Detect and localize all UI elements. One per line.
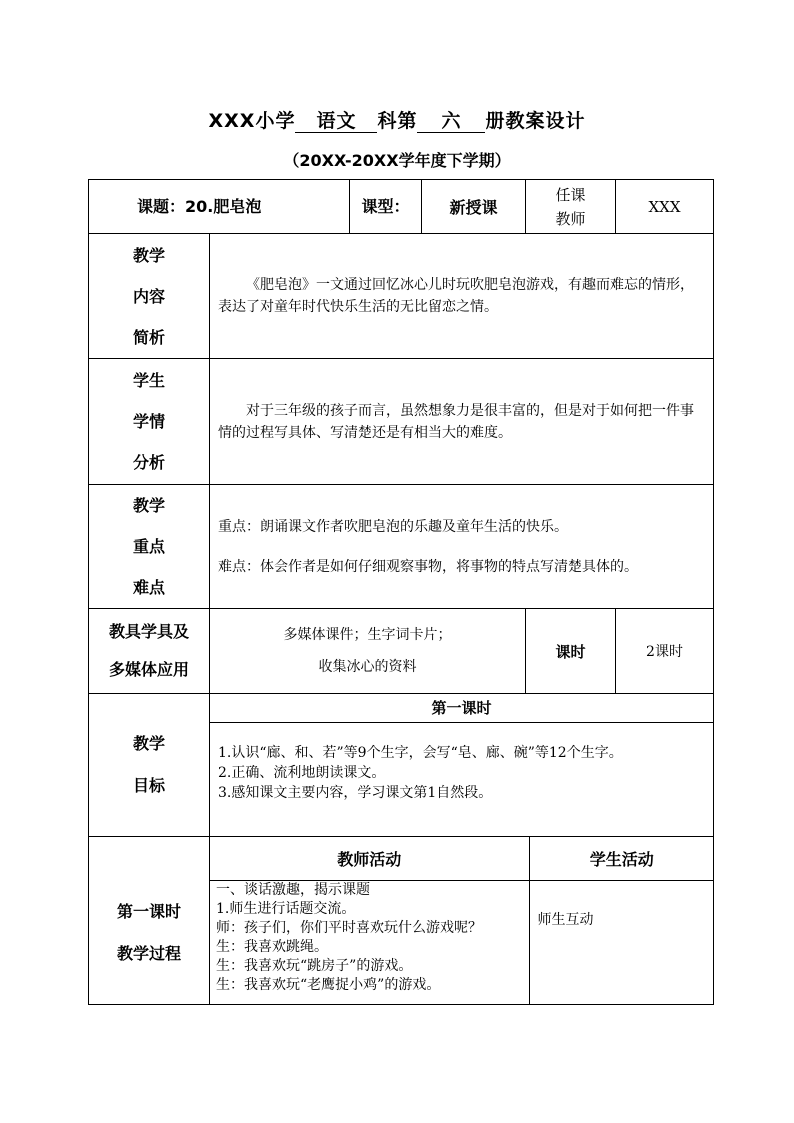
- teacher-value: XXX: [616, 180, 714, 234]
- difficulty-text: 难点：体会作者是如何仔细观察事物，将事物的特点写清楚具体的。: [218, 558, 638, 575]
- teacher-label-1: 任课: [555, 185, 586, 204]
- process-inner: [210, 837, 714, 1004]
- topic-label: 课题：: [137, 196, 186, 216]
- key-points-row: [89, 485, 714, 609]
- key-points-label: 教学 重点 难点: [89, 485, 210, 609]
- topic-value: 20.肥皂泡: [185, 196, 262, 216]
- media-items: 多媒体课件；生字词卡片； 收集冰心的资料: [210, 609, 526, 694]
- objectives-list: [210, 722, 713, 836]
- title-volume: 六: [417, 110, 485, 133]
- teacher-label-2: 教师: [555, 209, 586, 228]
- teacher-line: 生：我喜欢玩“跳房子”的游戏。: [216, 957, 413, 974]
- objective-item: 3.感知课文主要内容，学习课文第1自然段。: [218, 784, 493, 801]
- student-analysis-row: [89, 359, 714, 485]
- student-activity-header: 学生活动: [529, 837, 714, 880]
- content-summary-row: [89, 234, 714, 359]
- title-school: XXX小学: [208, 110, 296, 132]
- teacher-line: 生：我喜欢跳绳。: [216, 938, 328, 955]
- page-title: [0, 106, 794, 133]
- process-label: 第一课时 教学过程: [89, 837, 210, 1005]
- lesson-plan-table: [88, 179, 714, 1005]
- objectives-label: 教学 目标: [89, 694, 210, 837]
- objective-item: 2.正确、流利地朗读课文。: [218, 764, 386, 781]
- teacher-activity-list: [210, 880, 529, 1004]
- key-point-text: 重点：朗诵课文作者吹肥皂泡的乐趣及童年生活的快乐。: [218, 518, 568, 535]
- topic-row: [89, 180, 714, 234]
- content-summary-label: 教学 内容 简析: [89, 234, 210, 359]
- teacher-label-cell: [526, 180, 616, 234]
- objectives-inner: [210, 694, 713, 836]
- teacher-activity-header: 教师活动: [337, 849, 402, 869]
- student-activity-text: 师生互动: [529, 880, 714, 1004]
- media-row: [89, 609, 714, 694]
- media-label: 教具学具及 多媒体应用: [89, 609, 210, 694]
- process-row: [89, 837, 714, 1005]
- teacher-line: 师：孩子们，你们平时喜欢玩什么游戏呢？: [216, 919, 482, 936]
- teacher-line: 生：我喜欢玩“老鹰捉小鸡”的游戏。: [216, 976, 441, 993]
- objectives-cell: [210, 694, 714, 837]
- student-analysis-label: 学生 学情 分析: [89, 359, 210, 485]
- title-suffix: 册教案设计: [485, 110, 586, 132]
- process-cell: [210, 837, 714, 1005]
- objectives-row: [89, 694, 714, 837]
- teacher-line: 一、谈话激趣，揭示课题: [216, 881, 370, 898]
- content-summary-text: 《肥皂泡》一文通过回忆冰心儿时玩吹肥皂泡游戏，有趣而难忘的情形，表达了对童年时代快乐生活的无比留恋之情。: [210, 234, 714, 359]
- objective-item: 1.认识“廊、和、若”等9个生字，会写“皂、廊、碗”等12个生字。: [218, 744, 623, 761]
- hours-label: 课时: [526, 609, 616, 694]
- page-subtitle: （20XX-20XX学年度下学期）: [283, 151, 511, 170]
- student-analysis-text: 对于三年级的孩子而言，虽然想象力是很丰富的，但是对于如何把一件事情的过程写具体、写清楚还是有相当大的难度。: [210, 359, 714, 485]
- topic-cell: [89, 180, 350, 234]
- objectives-header: 第一课时: [431, 699, 492, 718]
- teacher-line: 1.师生进行话题交流。: [216, 900, 356, 917]
- type-label: 课型：: [350, 180, 422, 234]
- hours-value: 2课时: [616, 609, 714, 694]
- type-value: 新授课: [422, 180, 526, 234]
- key-points-cell: [210, 485, 714, 609]
- title-middle: 科第: [377, 110, 418, 132]
- title-subject: 语文: [295, 110, 377, 133]
